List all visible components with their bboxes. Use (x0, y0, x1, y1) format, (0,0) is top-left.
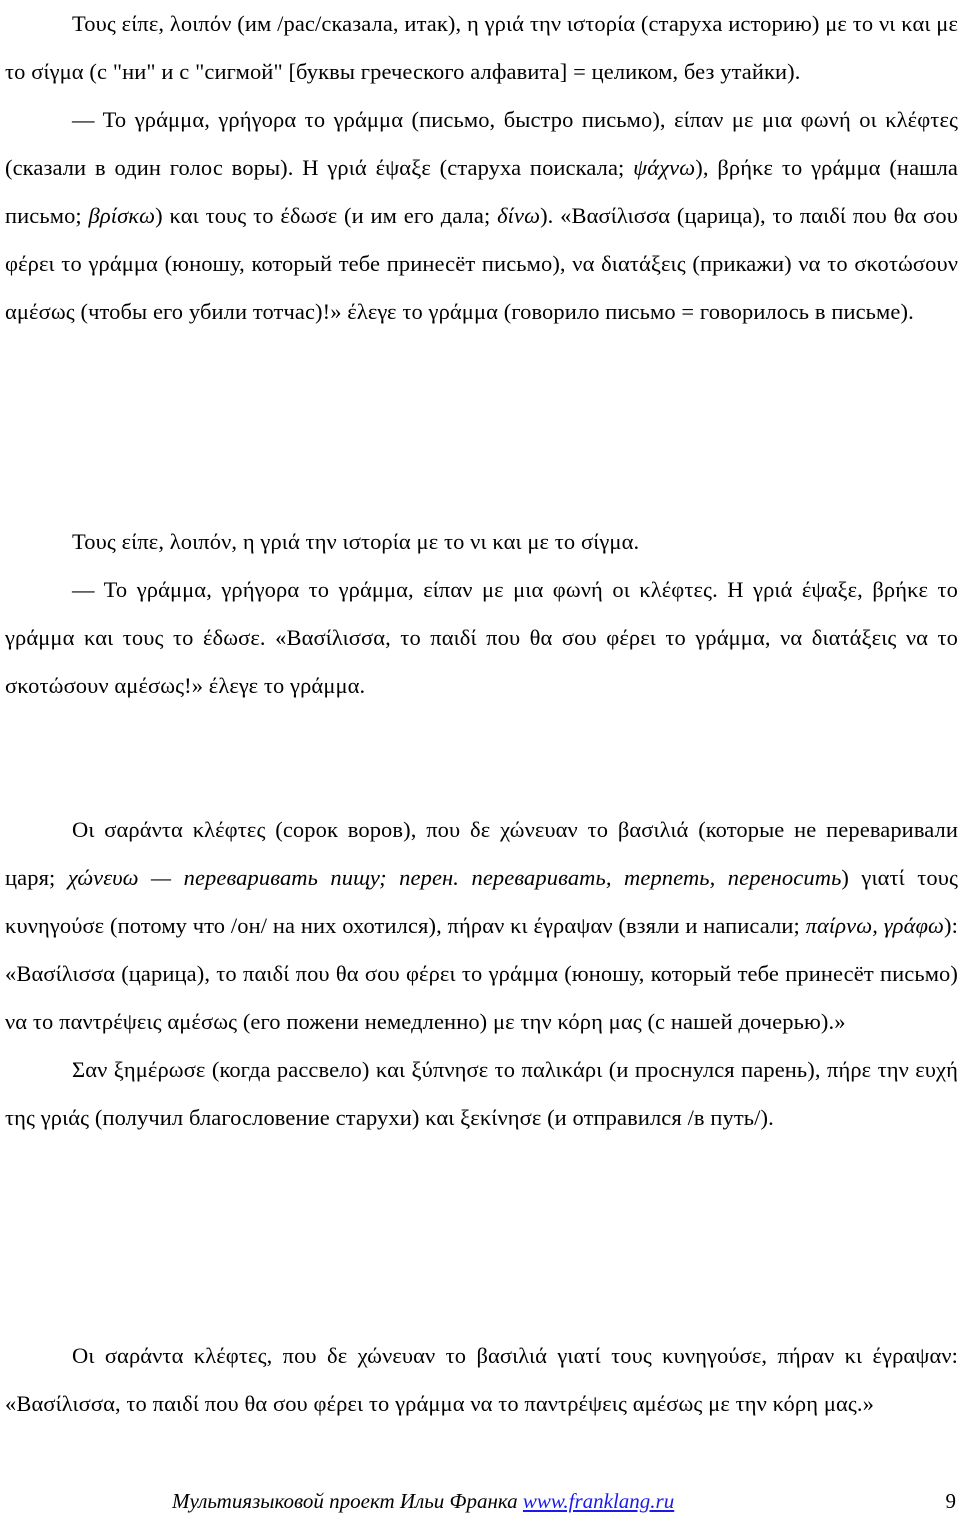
text-run: ): «Βασίλισσα (царица), το παιδί που θα σου φέρει το γράμμα (юношу, который тебе принесёт письмо) να το παντρέψεις αμέσως (его пожени немедленно) με την κόρη μας (с нашей дочерью).» (5, 913, 958, 1034)
italic-gloss: παίρνω, γράφω (805, 913, 945, 938)
page-footer (0, 1489, 960, 1513)
text-run: ). «Βασίλισσα (царица), το παιδί που θα σου φέρει το γράμμα (юношу, который тебе принесёт письмо), να διατάξεις (прикажи) να το σκοτώσουν αμέσως (чтобы его убили тотчас)!» έλεγε το γράμμα (говорило письмо = говорилось в письме). (5, 203, 958, 324)
italic-gloss: ψάχνω (633, 155, 696, 180)
text-run: Τους είπε, λοιπόν, η γριά την ιστορία με το νι και με το σίγμα. (72, 529, 640, 554)
footer-project-credit (172, 1489, 674, 1513)
italic-gloss: δίνω (497, 203, 541, 228)
paragraph-4 (5, 1332, 958, 1428)
text-run: Οι σαράντα κλέφτες (сорок воров), που δε χώνευαν το βασιλιά (которые не переваривали царя; (5, 817, 958, 890)
paragraph-3 (5, 806, 958, 1142)
text-run: — Το γράμμα, γρήγορα το γράμμα (письмо, быстро письмо), είπαν με μια φωνή οι κλέφτες (сказали в один голос воры). Η γριά έψαξε (старуха поискала; (5, 107, 958, 180)
paragraph-1 (5, 0, 958, 336)
text-run: ), βρήκε το γράμμα (нашла письмо; (5, 155, 958, 228)
footer-project-text: Мультиязыковой проект Ильи Франка (172, 1489, 523, 1513)
page-number: 9 (945, 1489, 956, 1513)
footer-website-link[interactable]: www.franklang.ru (522, 1489, 675, 1513)
text-run: Τους είπε, λοιπόν (им /рас/сказала, итак), η γριά την ιστορία (старуха историю) με το νι και με το σίγμα (с "ни" и с "сигмой" [буквы греческого алфавита] = целиком, без утайки). (5, 11, 958, 84)
italic-gloss: βρίσκω (88, 203, 156, 228)
italic-gloss: χώνευω — переваривать пищу; перен. переваривать, терпеть, переносить (67, 865, 842, 890)
text-run: ) γιατί τους κυνηγούσε (потому что /он/ на них охотился), πήραν κι έγραψαν (взяли и написали; (5, 865, 958, 938)
text-run: Οι σαράντα κλέφτες, που δε χώνευαν το βασιλιά γιατί τους κυνηγούσε, πήραν κι έγραψαν: «Βασίλισσα, το παιδί που θα σου φέρει το γράμμα να το παντρέψεις αμέσως με την κόρη μας.» (5, 1343, 958, 1416)
text-run: Σαν ξημέρωσε (когда рассвело) και ξύπνησε το παλικάρι (и проснулся парень), πήρε την ευχή της γριάς (получил благословение старухи) και ξεκίνησε (и отправился /в путь/). (5, 1057, 958, 1130)
paragraph-2 (5, 518, 958, 710)
text-run: — Το γράμμα, γρήγορα το γράμμα, είπαν με μια φωνή οι κλέφτες. Η γριά έψαξε, βρήκε το γράμμα και τους το έδωσε. «Βασίλισσα, το παιδί που θα σου φέρει το γράμμα, να διατάξεις να το σκοτώσουν αμέσως!» έλεγε το γράμμα. (5, 577, 958, 698)
text-run: ) και τους το έδωσε (и им его дала; (155, 203, 498, 228)
